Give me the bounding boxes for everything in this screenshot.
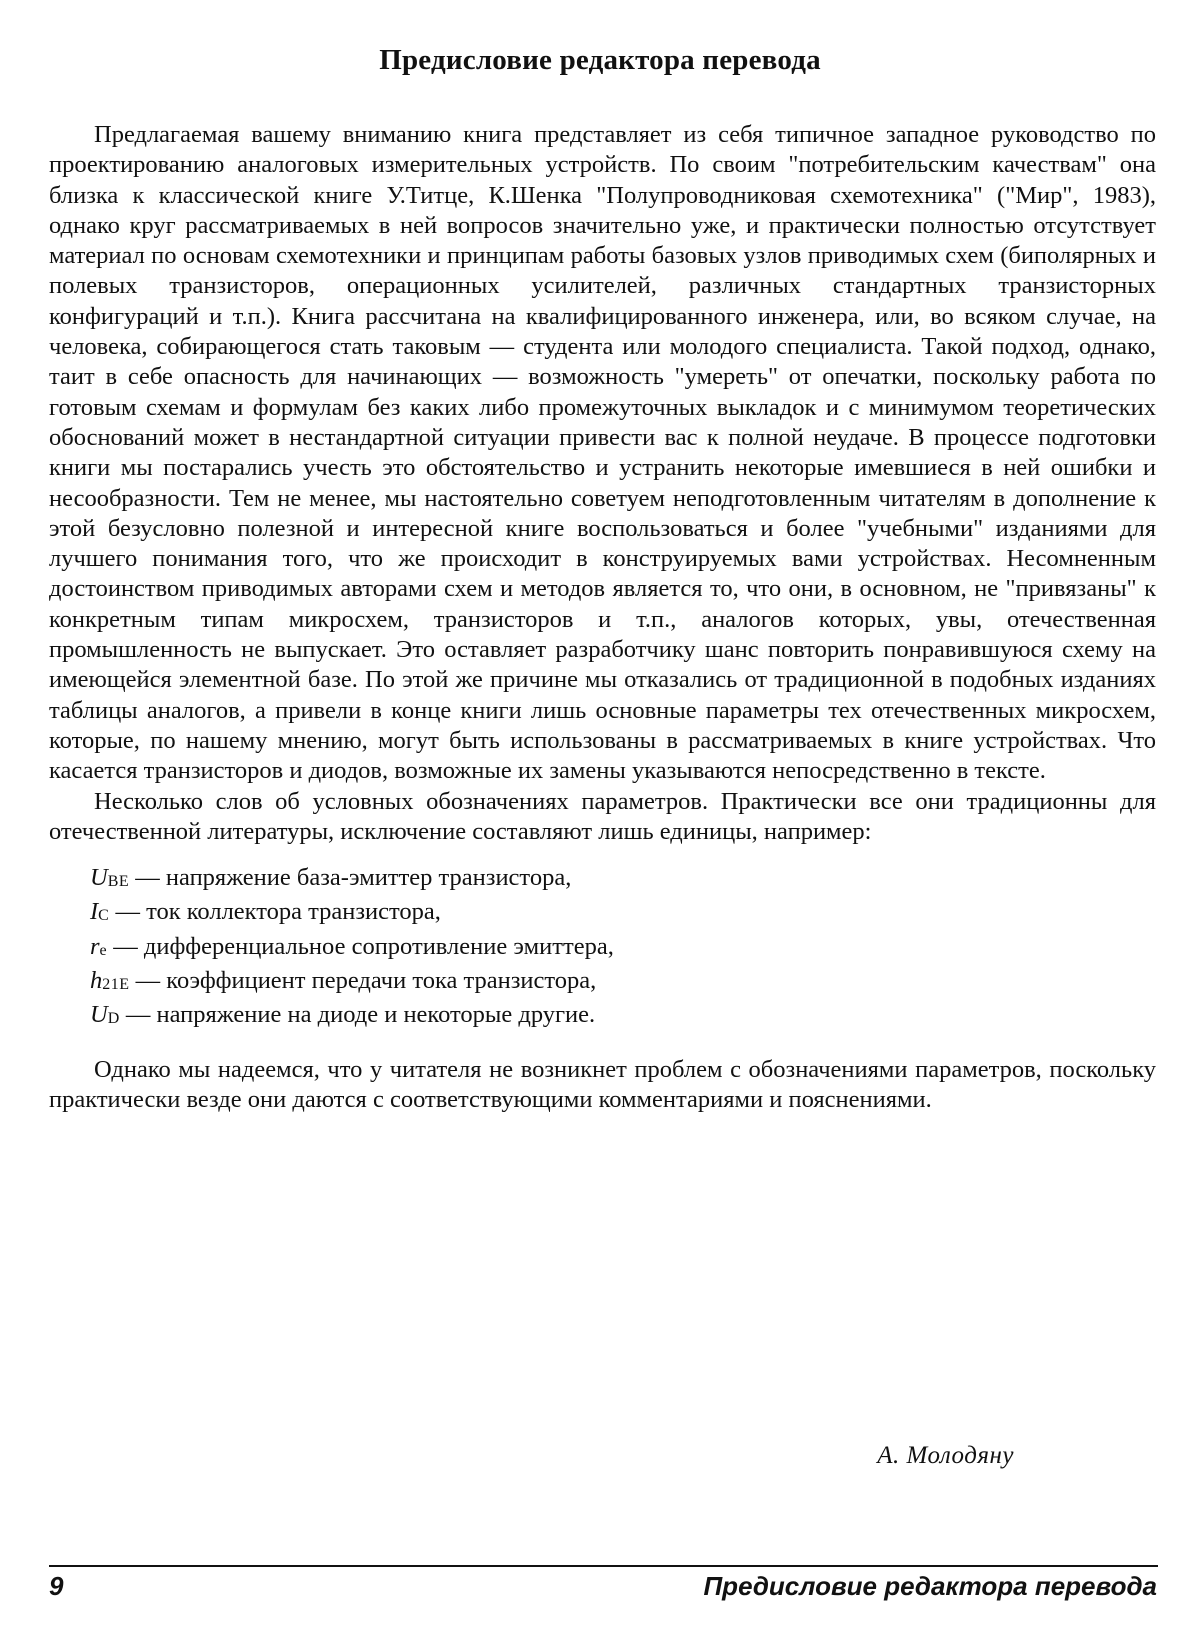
notation-symbol: r — [90, 932, 100, 960]
page-number: 9 — [49, 1571, 64, 1601]
notation-item — [90, 897, 1156, 931]
notation-item — [90, 863, 1156, 897]
notation-item — [90, 932, 1156, 966]
notation-list — [49, 863, 1156, 1034]
notation-symbol: I — [90, 898, 99, 926]
footer-divider — [49, 1565, 1158, 1567]
notation-text: — дифференциальное сопротивление эмиттера, — [107, 932, 614, 960]
notation-item — [90, 1000, 1156, 1034]
signature: А. Молодяну — [877, 1442, 1014, 1469]
paragraph-closing: Однако мы надеемся, что у читателя не возникнет проблем с обозначениями параметров, поскольку практически везде они даются с соответствующими комментариями и пояснениями. — [49, 1055, 1156, 1113]
notation-subscript: 21E — [102, 976, 130, 994]
page-title: Предисловие редактора перевода — [379, 44, 821, 76]
notation-text: — коэффициент передачи тока транзистора, — [129, 967, 597, 995]
notation-subscript: C — [98, 907, 110, 925]
running-head: Предисловие редактора перевода — [703, 1571, 1157, 1601]
notation-symbol: U — [90, 1001, 108, 1029]
notation-subscript: D — [107, 1010, 120, 1028]
notation-item — [90, 966, 1156, 1000]
paragraph-notation-intro: Несколько слов об условных обозначениях параметров. Практически все они традиционны для отечественной литературы, исключение составляют лишь единицы, например: — [49, 787, 1156, 845]
notation-symbol: h — [90, 967, 103, 995]
notation-subscript: e — [99, 941, 108, 959]
notation-text: — напряжение база-эмиттер транзистора, — [129, 864, 572, 892]
notation-subscript: BE — [107, 873, 130, 891]
notation-symbol: U — [90, 864, 108, 892]
body-text — [49, 120, 1156, 1115]
notation-text: — ток коллектора транзистора, — [109, 898, 441, 926]
paragraph-intro: Предлагаемая вашему вниманию книга представляет из себя типичное западное руководство по проектированию аналоговых измерительных устройств. По своим "потребительским качествам" она близка к классической книге У.Титце, К.Шенка "Полупроводниковая схемотехника" ("Мир", 1983), однако круг рассматриваемых в ней вопросов значительно уже, и практически полностью отсутствует материал по основам схемотехники и принципам работы базовых узлов приводимых схем (биполярных и полевых транзисторов, операционных усилителей, различных стандартных транзисторных конфигураций и т.п.). Книга рассчитана на квалифицированного инженера, или, во всяком случае, на человека, собирающегося стать таковым — студента или молодого специалиста. Такой подход, однако, таит в себе опасность для начинающих — возможность "умереть" от опечатки, поскольку работа по готовым схемам и формулам без каких либо промежуточных выкладок и с минимумом теоретических обоснований может в нестандартной ситуации привести вас к полной неудаче. В процессе подготовки книги мы постарались учесть это обстоятельство и устранить некоторые имевшиеся в ней ошибки и несообразности. Тем не менее, мы настоятельно советуем неподготовленным читателям в дополнение к этой безусловно полезной и интересной книге воспользоваться и более "учебными" изданиями для лучшего понимания того, что же происходит в конструируемых вами устройствах. Несомненным достоинством приводимых авторами схем и методов является то, что они, в основном, не "привязаны" к конкретным типам микросхем, транзисторов и т.п., аналогов которых, увы, отечественная промышленность не выпускает. Это оставляет разработчику шанс повторить понравившуюся схему на имеющейся элементной базе. По этой же причине мы отказались от традиционной в подобных изданиях таблицы аналогов, а привели в конце книги лишь основные параметры тех отечественных микросхем, которые, по нашему мнению, могут быть использованы в рассматриваемых в книге устройствах. Что касается транзисторов и диодов, возможные их замены указываются непосредственно в тексте. — [49, 121, 1156, 785]
notation-text: — напряжение на диоде и некоторые другие. — [119, 1001, 596, 1029]
